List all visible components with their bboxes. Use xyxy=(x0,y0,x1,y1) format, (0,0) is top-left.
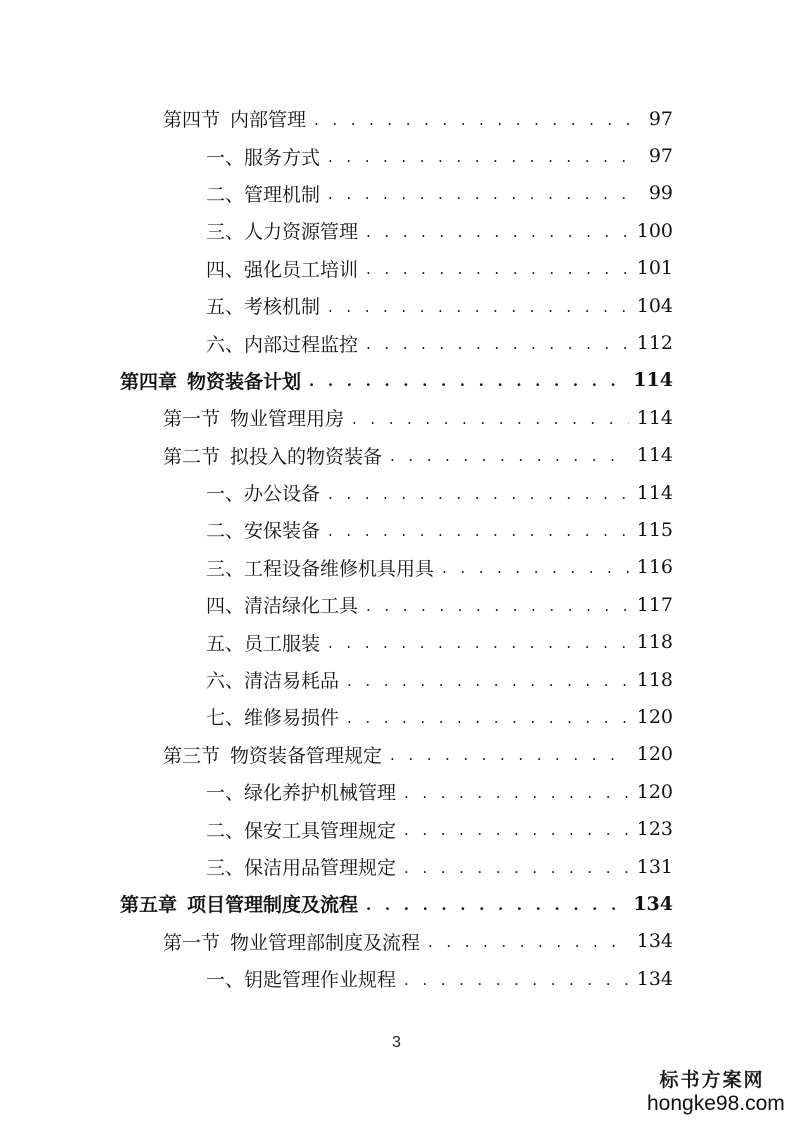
toc-dot-leader xyxy=(366,597,629,615)
toc-dot-leader xyxy=(328,148,635,166)
toc-entry-page: 120 xyxy=(636,743,673,766)
toc-entry-text: 内部过程监控 xyxy=(244,333,359,356)
toc-entry-page: 134 xyxy=(636,930,673,953)
toc-dot-leader xyxy=(390,447,629,465)
toc-entry-number: 一、 xyxy=(206,483,245,506)
toc-entry[interactable] xyxy=(0,474,793,511)
toc-entry-number: 第四节 xyxy=(163,109,221,132)
toc-entry-title xyxy=(163,105,306,132)
toc-entry-title xyxy=(206,292,320,319)
toc-entry-page: 120 xyxy=(636,705,673,728)
toc-entry-title xyxy=(206,629,320,656)
toc-entry-page: 97 xyxy=(648,107,673,130)
toc-entry-title xyxy=(120,890,358,917)
toc-entry-title xyxy=(206,853,396,880)
toc-dot-leader xyxy=(328,185,635,203)
toc-entry-text: 保洁用品管理规定 xyxy=(244,857,397,879)
toc-entry-text: 保安工具管理规定 xyxy=(244,819,397,842)
toc-dot-leader xyxy=(404,821,629,839)
toc-entry-title xyxy=(206,217,358,244)
toc-entry[interactable] xyxy=(0,923,793,960)
toc-entry[interactable] xyxy=(0,437,793,474)
toc-entry-text: 人力资源管理 xyxy=(244,221,359,244)
toc-entry[interactable] xyxy=(0,810,793,847)
toc-dot-leader xyxy=(328,522,629,540)
toc-entry-number: 六、 xyxy=(206,670,245,693)
toc-entry-page: 99 xyxy=(648,182,673,205)
toc-entry-number: 四、 xyxy=(206,258,245,281)
toc-entry-number: 六、 xyxy=(206,333,245,356)
toc-entry[interactable] xyxy=(0,362,793,399)
table-of-contents xyxy=(0,100,793,997)
toc-entry-page: 123 xyxy=(636,818,673,841)
toc-entry-number: 二、 xyxy=(206,183,245,206)
toc-entry[interactable] xyxy=(0,960,793,997)
toc-entry-title xyxy=(206,816,396,843)
toc-entry[interactable] xyxy=(0,623,793,660)
toc-entry-title xyxy=(206,255,358,282)
toc-entry-title xyxy=(120,367,301,394)
toc-entry-number: 五、 xyxy=(206,632,245,655)
toc-dot-leader xyxy=(404,784,629,802)
watermark-url-text: hongke98.com xyxy=(647,1092,785,1115)
toc-entry-number: 三、 xyxy=(206,557,245,580)
toc-entry-text: 工程设备维修机具用具 xyxy=(244,557,435,580)
toc-entry[interactable] xyxy=(0,324,793,361)
toc-entry-page: 134 xyxy=(633,892,673,915)
toc-entry-text: 物业管理用房 xyxy=(230,408,345,431)
toc-entry-text: 强化员工培训 xyxy=(244,258,359,281)
toc-entry-title xyxy=(163,741,382,768)
toc-entry[interactable] xyxy=(0,212,793,249)
toc-entry-number: 三、 xyxy=(206,857,245,879)
watermark-cn-text: 标书方案网 xyxy=(659,1069,765,1091)
toc-entry-number: 五、 xyxy=(206,296,245,319)
toc-entry-page: 118 xyxy=(636,668,673,691)
toc-entry-page: 115 xyxy=(636,518,673,541)
toc-dot-leader xyxy=(328,634,629,652)
toc-entry-title xyxy=(206,778,396,805)
toc-entry-page: 118 xyxy=(636,631,673,654)
toc-dot-leader xyxy=(404,859,629,877)
toc-entry-number: 七、 xyxy=(206,707,245,730)
toc-entry-page: 134 xyxy=(636,967,673,990)
toc-entry-text: 绿化养护机械管理 xyxy=(244,782,397,805)
toc-entry-number: 三、 xyxy=(206,221,245,244)
toc-entry-page: 97 xyxy=(648,145,673,168)
toc-entry[interactable] xyxy=(0,287,793,324)
toc-entry-number: 第四章 xyxy=(120,370,178,393)
toc-entry-page: 100 xyxy=(636,219,673,242)
toc-entry[interactable] xyxy=(0,100,793,137)
toc-entry[interactable] xyxy=(0,399,793,436)
toc-entry-title xyxy=(206,965,396,992)
toc-entry-text: 物资装备计划 xyxy=(187,370,302,393)
toc-entry-page: 114 xyxy=(636,406,673,429)
toc-entry-page: 117 xyxy=(636,593,673,616)
toc-entry-title xyxy=(206,516,320,543)
toc-entry[interactable] xyxy=(0,773,793,810)
toc-entry-number: 第一节 xyxy=(163,931,221,954)
toc-entry[interactable] xyxy=(0,511,793,548)
toc-entry[interactable] xyxy=(0,549,793,586)
toc-entry-text: 拟投入的物资装备 xyxy=(230,445,383,468)
toc-entry-number: 一、 xyxy=(206,969,245,992)
toc-entry-number: 二、 xyxy=(206,819,245,842)
toc-entry-page: 114 xyxy=(636,444,673,467)
toc-entry[interactable] xyxy=(0,736,793,773)
toc-entry-page: 104 xyxy=(636,294,673,317)
toc-entry-number: 第二节 xyxy=(163,445,221,468)
site-watermark xyxy=(647,1069,785,1115)
toc-entry-title xyxy=(206,479,320,506)
toc-entry-title xyxy=(206,554,434,581)
toc-entry-page: 114 xyxy=(636,481,673,504)
toc-entry-title xyxy=(206,143,320,170)
toc-entry-text: 项目管理制度及流程 xyxy=(187,894,359,917)
toc-entry-title xyxy=(206,330,358,357)
toc-entry[interactable] xyxy=(0,586,793,623)
toc-dot-leader xyxy=(314,111,635,129)
toc-dot-leader xyxy=(366,896,625,914)
toc-entry-text: 清洁绿化工具 xyxy=(244,595,359,618)
toc-entry-page: 101 xyxy=(636,257,673,280)
toc-entry[interactable] xyxy=(0,250,793,287)
toc-entry-text: 服务方式 xyxy=(244,146,321,169)
toc-entry-text: 管理机制 xyxy=(244,183,321,206)
toc-dot-leader xyxy=(328,485,629,503)
toc-dot-leader xyxy=(347,709,629,727)
toc-dot-leader xyxy=(390,746,629,764)
toc-dot-leader xyxy=(352,410,629,428)
toc-entry-number: 一、 xyxy=(206,782,245,805)
toc-entry-title xyxy=(206,591,358,618)
toc-entry-text: 清洁易耗品 xyxy=(244,670,340,693)
toc-entry-text: 维修易损件 xyxy=(244,707,340,730)
toc-entry-title xyxy=(206,703,339,730)
page-number: 3 xyxy=(392,1034,401,1051)
toc-entry[interactable] xyxy=(0,137,793,174)
toc-entry[interactable] xyxy=(0,175,793,212)
toc-entry-number: 第五章 xyxy=(120,894,178,917)
toc-entry[interactable] xyxy=(0,848,793,885)
toc-entry-title xyxy=(206,666,339,693)
toc-entry-text: 办公设备 xyxy=(244,483,321,506)
toc-entry-page: 116 xyxy=(636,556,673,579)
toc-dot-leader xyxy=(347,672,629,690)
toc-entry-title xyxy=(206,180,320,207)
toc-entry-text: 物资装备管理规定 xyxy=(230,744,383,767)
toc-dot-leader xyxy=(404,971,629,989)
toc-entry-page: 131 xyxy=(636,855,673,878)
toc-entry[interactable] xyxy=(0,698,793,735)
toc-entry-title xyxy=(163,404,344,431)
toc-dot-leader xyxy=(309,372,625,390)
toc-entry-text: 安保装备 xyxy=(244,520,321,543)
toc-dot-leader xyxy=(366,335,629,353)
toc-entry-number: 第三节 xyxy=(163,744,221,767)
toc-entry[interactable] xyxy=(0,885,793,922)
toc-entry-number: 四、 xyxy=(206,595,245,618)
toc-dot-leader xyxy=(366,260,629,278)
toc-entry-page: 114 xyxy=(633,369,673,392)
toc-dot-leader xyxy=(428,933,629,951)
toc-entry-text: 考核机制 xyxy=(244,296,321,319)
toc-entry-number: 二、 xyxy=(206,520,245,543)
toc-entry-number: 第一节 xyxy=(163,408,221,431)
toc-entry-text: 内部管理 xyxy=(230,109,307,132)
toc-entry-text: 钥匙管理作业规程 xyxy=(244,969,397,992)
toc-dot-leader xyxy=(442,559,629,577)
toc-entry-text: 员工服装 xyxy=(244,632,321,655)
toc-entry-page: 112 xyxy=(636,332,673,355)
toc-dot-leader xyxy=(366,223,629,241)
toc-entry-text: 物业管理部制度及流程 xyxy=(230,931,421,954)
toc-entry-title xyxy=(163,928,420,955)
toc-entry-title xyxy=(163,442,382,469)
toc-entry-page: 120 xyxy=(636,780,673,803)
toc-dot-leader xyxy=(328,298,629,316)
toc-entry[interactable] xyxy=(0,661,793,698)
toc-entry-number: 一、 xyxy=(206,146,245,169)
